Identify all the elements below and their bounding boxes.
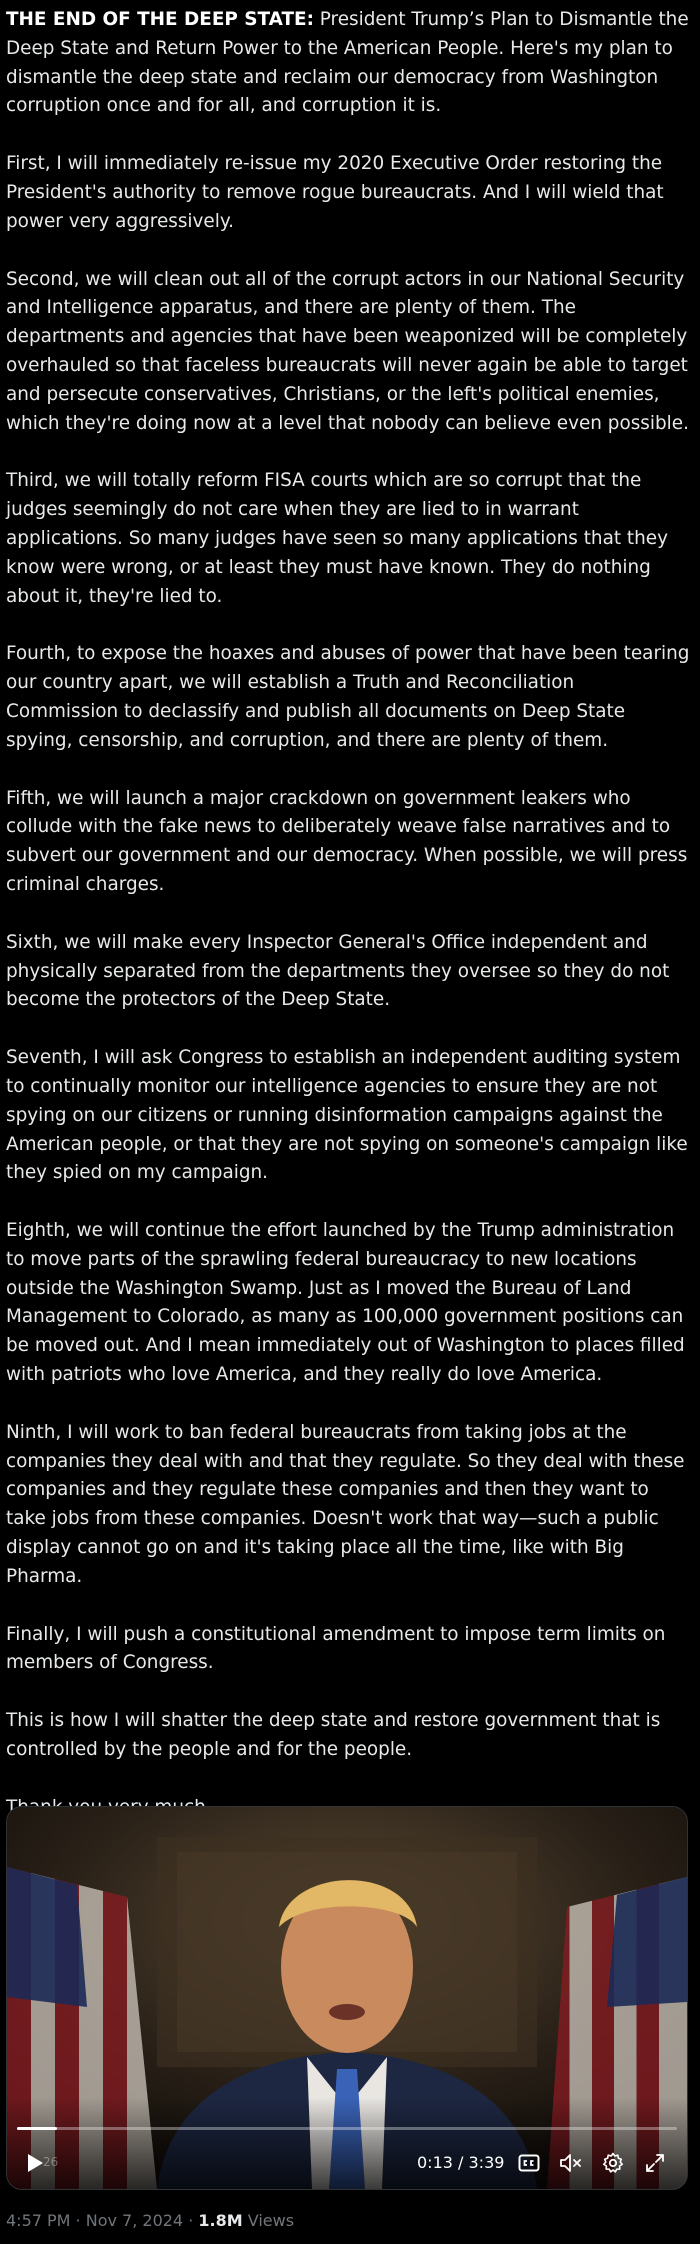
post-paragraph-sixth: Sixth, we will make every Inspector General's Office independent and physically separated from the departments they oversee so they do not become the protectors of the Deep State. — [6, 931, 670, 1011]
video-time: 0:13 / 3:39 — [417, 2153, 505, 2172]
gear-icon — [602, 2152, 624, 2174]
mute-icon — [559, 2153, 583, 2173]
captions-button[interactable] — [515, 2149, 543, 2177]
video-replay-count: 26 — [43, 2155, 59, 2169]
post-timestamp[interactable]: 4:57 PM · Nov 7, 2024 · — [6, 2211, 199, 2230]
post-paragraph-eighth: Eighth, we will continue the effort launched by the Trump administration to move parts of the sprawling federal bureaucracy to new locations outside the Washington Swamp. Just as I moved the Bureau of Land Management to Colorado, as many as 100,000 government positions can be moved out. And I mean immediately out of Washington to places filled with patriots who love America, and they really do love America. — [6, 1220, 685, 1386]
post-paragraph-finally: Finally, I will push a constitutional amendment to impose term limits on members of Congress. — [6, 1623, 666, 1674]
post-paragraph-ninth: Ninth, I will work to ban federal bureaucrats from taking jobs at the companies they deal with and that they regulate. So they deal with these companies and they regulate these companies and then they want to take jobs from these companies. Doesn't work that way—such a public display cannot go on and it's taking place all the time, like with Big Pharma. — [6, 1421, 685, 1587]
post-intro-text: President Trump’s Plan to Dismantle the Deep State and Return Power to the American People. Here's my plan to dismantle the deep state and reclaim our democracy from Washington corruption once and for all, and corruption it is. — [6, 9, 689, 117]
post-paragraph-second: Second, we will clean out all of the corrupt actors in our National Security and Intelligence apparatus, and there are plenty of them. The departments and agencies that have been weaponized will be completely overhauled so that faceless bureaucrats will never again be able to target and persecute conservatives, Christians, or the left's political enemies, which they're doing now at a level that nobody can believe even possible. — [6, 268, 689, 434]
views-label: Views — [242, 2211, 295, 2230]
captions-icon — [518, 2154, 540, 2172]
play-icon — [26, 2153, 44, 2173]
post-paragraph-closing: This is how I will shatter the deep state and restore government that is controlled by the people and for the people. — [6, 1710, 661, 1761]
video-player[interactable] — [6, 1806, 688, 2190]
post-headline: THE END OF THE DEEP STATE: — [6, 9, 314, 30]
post-paragraph-fifth: Fifth, we will launch a major crackdown on government leakers who collude with the fake news to deliberately weave false narratives and to subvert our government and our democracy. When possible, we will press criminal charges. — [6, 787, 688, 895]
video-progress-fill — [17, 2127, 57, 2130]
video-controls — [7, 2097, 687, 2189]
fullscreen-icon — [645, 2153, 665, 2173]
post-intro-paragraph — [6, 6, 690, 121]
post-paragraph-third: Third, we will totally reform FISA courts which are so corrupt that the judges seemingly do not care when they are lied to in warrant applications. So many judges have seen so many applications that they know were wrong, or at least they must have known. They do nothing about it, they're lied to. — [6, 470, 668, 607]
view-count: 1.8M — [198, 2211, 243, 2230]
post-paragraph-first: First, I will immediately re-issue my 2020 Executive Order restoring the President's authority to remove rogue bureaucrats. And I will wield that power very aggressively. — [6, 153, 664, 232]
mute-button[interactable] — [557, 2149, 585, 2177]
post-paragraph-fourth: Fourth, to expose the hoaxes and abuses of power that have been tearing our country apart, we will establish a Truth and Reconciliation Commission to declassify and publish all documents on Deep State spying, censorship, and corruption, and there are plenty of them. — [6, 643, 690, 751]
post-paragraph-seventh: Seventh, I will ask Congress to establish an independent auditing system to continually monitor our intelligence agencies to ensure they are not spying on our citizens or running disinformation campaigns against the American people, or that they are not spying on someone's campaign like they spied on my campaign. — [6, 1047, 688, 1184]
video-progress-bar[interactable] — [17, 2127, 677, 2130]
settings-button[interactable] — [599, 2149, 627, 2177]
post-meta — [6, 2211, 294, 2230]
post-body — [6, 6, 690, 1852]
fullscreen-button[interactable] — [641, 2149, 669, 2177]
